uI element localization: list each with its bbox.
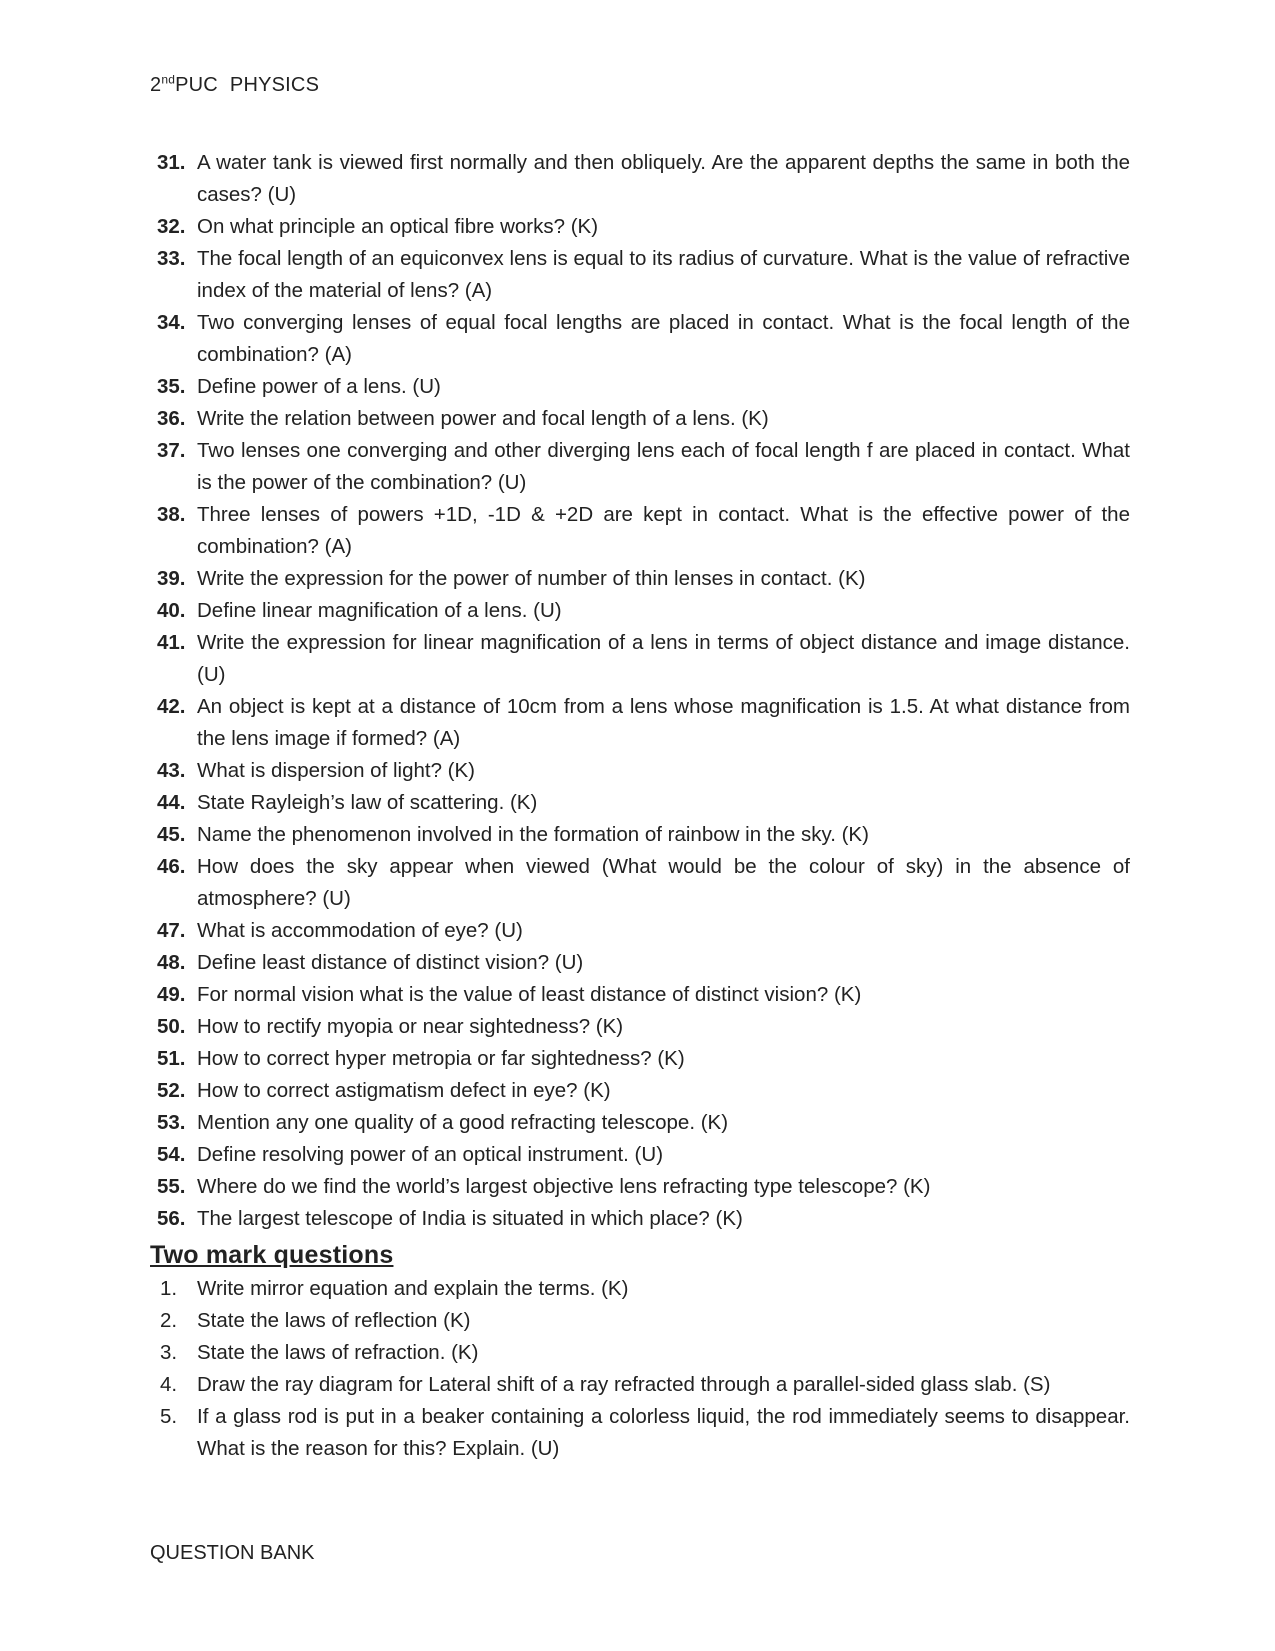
question-item: [150, 1171, 1130, 1203]
question-number: 2.: [160, 1309, 178, 1332]
question-number: 5.: [160, 1405, 178, 1428]
question-number: 33.: [157, 247, 186, 270]
question-text: The focal length of an equiconvex lens is equal to its radius of curvature. What is the value of refractive index of the material of lens? (A): [197, 247, 1130, 302]
grade-number: 2: [150, 74, 162, 96]
question-text: Draw the ray diagram for Lateral shift of a ray refracted through a parallel-sided glass slab. (S): [197, 1373, 1051, 1396]
one-mark-question-list: [150, 147, 1130, 1235]
question-item: [150, 851, 1130, 915]
question-text: Write the expression for the power of number of thin lenses in contact. (K): [197, 567, 866, 590]
question-text: The largest telescope of India is situated in which place? (K): [197, 1207, 743, 1230]
question-item: [150, 1337, 1130, 1369]
question-item: [150, 1401, 1130, 1465]
question-item: [150, 1043, 1130, 1075]
question-text: Two lenses one converging and other diverging lens each of focal length f are placed in contact. What is the power of the combination? (U): [197, 439, 1130, 494]
question-number: 50.: [157, 1015, 186, 1038]
question-text: How does the sky appear when viewed (What would be the colour of sky) in the absence of atmosphere? (U): [197, 855, 1130, 910]
question-number: 53.: [157, 1111, 186, 1134]
question-number: 42.: [157, 695, 186, 718]
question-item: [150, 819, 1130, 851]
question-item: [150, 1139, 1130, 1171]
question-number: 41.: [157, 631, 186, 654]
question-text: An object is kept at a distance of 10cm from a lens whose magnification is 1.5. At what distance from the lens image if formed? (A): [197, 695, 1130, 750]
question-item: [150, 595, 1130, 627]
question-item: [150, 1305, 1130, 1337]
question-item: [150, 211, 1130, 243]
grade-suffix: nd: [161, 72, 176, 87]
question-text: State the laws of reflection (K): [197, 1309, 471, 1332]
question-number: 39.: [157, 567, 186, 590]
question-item: [150, 1011, 1130, 1043]
question-number: 48.: [157, 951, 186, 974]
question-number: 44.: [157, 791, 186, 814]
question-number: 1.: [160, 1277, 178, 1300]
question-number: 47.: [157, 919, 186, 942]
question-number: 37.: [157, 439, 186, 462]
question-item: [150, 1273, 1130, 1305]
subject-title: PHYSICS: [229, 74, 320, 96]
question-item: [150, 627, 1130, 691]
question-text: Write the expression for linear magnification of a lens in terms of object distance and image distance. (U): [197, 631, 1130, 686]
question-number: 49.: [157, 983, 186, 1006]
question-text: Define power of a lens. (U): [197, 375, 441, 398]
page-header: [150, 74, 319, 97]
question-number: 3.: [160, 1341, 178, 1364]
question-text: How to correct astigmatism defect in eye? (K): [197, 1079, 611, 1102]
question-text: Three lenses of powers +1D, -1D & +2D are kept in contact. What is the effective power of the combination? (A): [197, 503, 1130, 558]
question-item: [150, 755, 1130, 787]
question-text: What is accommodation of eye? (U): [197, 919, 523, 942]
question-number: 51.: [157, 1047, 186, 1070]
question-number: 31.: [157, 151, 186, 174]
question-text: State Rayleigh’s law of scattering. (K): [197, 791, 538, 814]
page-footer: QUESTION BANK: [150, 1542, 315, 1564]
question-item: [150, 1369, 1130, 1401]
question-text: Write the relation between power and focal length of a lens. (K): [197, 407, 769, 430]
question-number: 46.: [157, 855, 186, 878]
question-text: If a glass rod is put in a beaker containing a colorless liquid, the rod immediately seems to disappear. What is the reason for this? Explain. (U): [197, 1405, 1130, 1460]
question-item: [150, 1075, 1130, 1107]
question-text: How to rectify myopia or near sightedness? (K): [197, 1015, 624, 1038]
question-number: 36.: [157, 407, 186, 430]
two-mark-question-list: [150, 1273, 1130, 1465]
question-item: [150, 499, 1130, 563]
question-number: 43.: [157, 759, 186, 782]
question-content: [150, 147, 1130, 1465]
question-text: Where do we find the world’s largest objective lens refracting type telescope? (K): [197, 1175, 931, 1198]
question-item: [150, 1107, 1130, 1139]
question-item: [150, 403, 1130, 435]
question-number: 32.: [157, 215, 186, 238]
question-text: State the laws of refraction. (K): [197, 1341, 479, 1364]
question-item: [150, 307, 1130, 371]
question-item: [150, 435, 1130, 499]
question-number: 35.: [157, 375, 186, 398]
question-item: [150, 243, 1130, 307]
question-text: Define resolving power of an optical instrument. (U): [197, 1143, 664, 1166]
question-item: [150, 915, 1130, 947]
question-text: Define linear magnification of a lens. (U): [197, 599, 562, 622]
question-number: 55.: [157, 1175, 186, 1198]
question-item: [150, 787, 1130, 819]
question-item: [150, 947, 1130, 979]
question-text: On what principle an optical fibre works? (K): [197, 215, 599, 238]
question-number: 4.: [160, 1373, 178, 1396]
question-item: [150, 691, 1130, 755]
question-text: A water tank is viewed first normally and then obliquely. Are the apparent depths the same in both the cases? (U): [197, 151, 1130, 206]
question-text: What is dispersion of light? (K): [197, 759, 476, 782]
question-text: Two converging lenses of equal focal lengths are placed in contact. What is the focal length of the combination? (A): [197, 311, 1130, 366]
question-number: 38.: [157, 503, 186, 526]
question-number: 56.: [157, 1207, 186, 1230]
question-number: 40.: [157, 599, 186, 622]
question-text: Write mirror equation and explain the terms. (K): [197, 1277, 629, 1300]
question-text: Mention any one quality of a good refracting telescope. (K): [197, 1111, 729, 1134]
question-item: [150, 147, 1130, 211]
question-number: 52.: [157, 1079, 186, 1102]
question-number: 34.: [157, 311, 186, 334]
question-text: How to correct hyper metropia or far sightedness? (K): [197, 1047, 685, 1070]
question-item: [150, 979, 1130, 1011]
section-title-two-mark: Two mark questions: [150, 1241, 394, 1269]
question-number: 45.: [157, 823, 186, 846]
question-item: [150, 1203, 1130, 1235]
question-item: [150, 371, 1130, 403]
question-text: For normal vision what is the value of least distance of distinct vision? (K): [197, 983, 862, 1006]
question-text: Name the phenomenon involved in the formation of rainbow in the sky. (K): [197, 823, 869, 846]
grade-rest: PUC: [175, 74, 218, 96]
question-text: Define least distance of distinct vision? (U): [197, 951, 584, 974]
question-number: 54.: [157, 1143, 186, 1166]
question-item: [150, 563, 1130, 595]
